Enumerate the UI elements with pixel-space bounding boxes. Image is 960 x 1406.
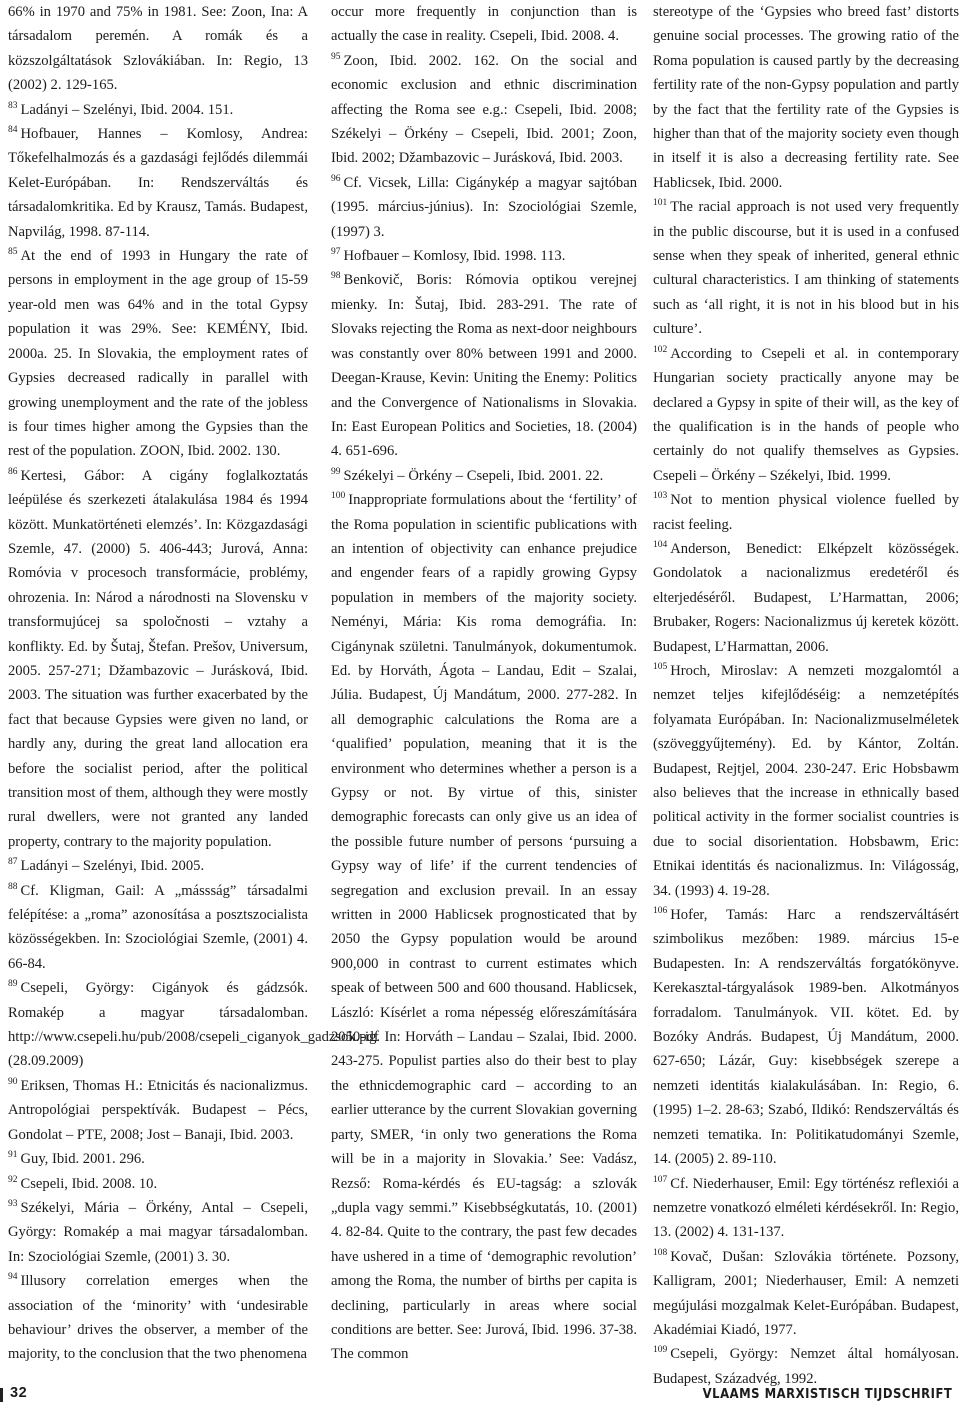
footnote-text: Ladányi – Szelényi, Ibid. 2005. [20, 858, 205, 875]
footnote-number: 89 [8, 979, 18, 990]
footnote [8, 879, 308, 977]
footnote-number: 103 [653, 491, 668, 502]
footnote-text: Cf. Kligman, Gail: A „mássság” társadalmi felépítése: a „roma” azonosítása a posztszocialista közösségekben. In: Szociológiai Szemle, (2001) 4. 66-84. [8, 882, 308, 972]
footnote-text: Illusory correlation emerges when the association of the ‘minority’ with ‘undesirable behaviour’ drives the observer, a member of the majority, to the conclusion that the two phenomena [8, 1273, 308, 1363]
footnote-number: 94 [8, 1272, 18, 1283]
footnote [8, 976, 379, 1074]
footnote [331, 244, 637, 268]
footnote-number: 90 [8, 1076, 18, 1087]
footnote-text: occur more frequently in conjunction than is actually the case in reality. Csepeli, Ibid. 2008. 4. [331, 4, 637, 45]
footnote [653, 903, 959, 1171]
journal-title: VLAAMS MARXISTISCH TIJDSCHRIFT [702, 1386, 952, 1402]
footnote-text: stereotype of the ‘Gypsies who breed fast’ distorts genuine social processes. The growing ratio of the Roma population is caused partly by the decreasing fertility rate of the non-Gypsy population and partly by the fact that the fertility rate of the Gypsies is higher than that of the majority society even though in itself it is also a decreasing fertility rate. See Hablicsek, Ibid. 2000. [653, 4, 959, 191]
footnote-number: 98 [331, 271, 341, 282]
footnote [653, 1245, 959, 1343]
footnote-number: 100 [331, 491, 346, 502]
footnote-text: Ladányi – Szelényi, Ibid. 2004. 151. [20, 101, 234, 118]
footnote [653, 1172, 959, 1245]
footnote-number: 91 [8, 1150, 18, 1161]
footnote [653, 1342, 959, 1391]
footnote-number: 102 [653, 344, 668, 355]
footnote [331, 171, 637, 244]
footnote-number: 85 [8, 247, 18, 258]
footnote-text: Kovač, Dušan: Szlovákia története. Pozsony, Kalligram, 2001; Niederhauser, Emil: A nemzeti megújulási mozgalmak Kelet-Európában. Budapest, Akadémiai Kiadó, 1977. [653, 1248, 959, 1338]
footnote [8, 1196, 308, 1269]
footnote-text: Hroch, Miroslav: A nemzeti mozgalomtól a nemzet teljes kifejlődéséig: a nemzetépítés folyamata Európában. In: Nacionalizmuselméletek (szöveggyűjtemény). Ed. by Kántor, Zoltán. Budapest, Rejtjel, 2004. 230-247. Eric Hobsbawm also believes that the increase in ethnically based political activity in the former socialist countries is due to social disorientation. Hobsbawm, Eric: Etnikai identitás és nacionalizmus. In: Világosság, 34. (1993) 4. 19-28. [653, 662, 959, 899]
footnote-text: The racial approach is not used very frequently in the public discourse, but it is used in a confused sense when they speak of inherited, general ethnic cultural characteristics. I am thinking of statements such as ‘all right, it is not in his blood but in his culture’. [653, 199, 959, 338]
footnote-text: Cf. Niederhauser, Emil: Egy történész reflexiói a nemzetre vonatkozó elméleti kérdésekről. In: Regio, 13. (2002) 4. 131-137. [653, 1175, 959, 1241]
footnote-text: Székelyi – Örkény – Csepeli, Ibid. 2001. 22. [343, 467, 604, 484]
footnote-text: Hofbauer, Hannes – Komlosy, Andrea: Tőkefelhalmozás és a gazdasági fejlődés dilemmái Kelet-Európában. In: Rendszerváltás és társadalomkritika. Ed by Krausz, Tamás. Budapest, Napvilág, 1998. 87-114. [8, 126, 308, 240]
footnote [8, 244, 308, 464]
footnote [653, 488, 959, 537]
footnote-text: 66% in 1970 and 75% in 1981. See: Zoon, Ina: A társadalom peremén. A romák és a közszolgáltatások Szlovákiában. In: Regio, 13 (2002) 2. 129-165. [8, 4, 308, 94]
footnote [8, 1172, 308, 1196]
footnote-number: 108 [653, 1247, 668, 1258]
footnote-number: 105 [653, 661, 668, 672]
footnote [331, 49, 637, 171]
footnote-text: Székelyi, Mária – Örkény, Antal – Csepeli, György: Romakép a mai magyar társadalomban. In: Szociológiai Szemle, (2001) 3. 30. [8, 1199, 308, 1265]
footnote-text: Csepeli, György: Cigányok és gádzsók. Romakép a magyar társadalomban. http://www.csepeli.hu/pub/2008/csepeli_ciganyok_gadzsok.pdf (28.09.2009) [8, 980, 379, 1070]
footnote-number: 88 [8, 881, 18, 892]
footnote [8, 122, 308, 244]
footnote [8, 854, 308, 878]
footnote-text: According to Csepeli et al. in contemporary Hungarian society practically anyone may be declared a Gypsy in spite of their will, as the key of the qualification is in the hands of people who certainly do not qualify themselves as Gypsies. Csepeli – Örkény – Székelyi, Ibid. 1999. [653, 345, 959, 484]
footnote-number: 84 [8, 125, 18, 136]
footnote-text: Zoon, Ibid. 2002. 162. On the social and economic exclusion and ethnic discrimination affecting the Roma see e.g.: Csepeli, Ibid. 2008; Székelyi – Örkény – Csepeli, Ibid. 2001; Zoon, Ibid. 2002; Džambazovic – Jurásková, Ibid. 2003. [331, 52, 637, 167]
footnote [8, 464, 308, 855]
footnote-number: 107 [653, 1174, 668, 1185]
footnote [653, 342, 959, 488]
footnote-text: Inappropriate formulations about the ‘fertility’ of the Roma population in scientific publications with an intention of objectivity can enhance prejudice and engender fears of a rapidly growing Gypsy population in members of the majority society. Neményi, Mária: Kis roma demográfia. In: Cigánynak születni. Tanulmányok, dokumentumok. Ed. by Horváth, Ágota – Landau, Edit – Szalai, Júlia. Budapest, Új Mandátum, 2000. 277-282. In all demographic calculations the Roma are a ‘qualified’ population, meaning that it is the environment who determines whether a person is a Gypsy or not. By virtue of this, sinister demographic forecasts can only give us an idea of the possible future number of persons ‘pursuing a Gypsy way of life’ if the current tendencies of segregation and exclusion prevail. In an essay written in 2000 Hablicsek prognosticated that by 2050 the Gypsy population would be around 900,000 in contrast to current estimates which speak of between 500 and 600 thousand. Hablicsek, László: Kísérlet a roma népesség előreszámítására 2050-ig. In: Horváth – Landau – Szalai, Ibid. 2000. 243-275. Populist parties also do their best to play the ethnicdemographic card – according to an earlier utterance by the current Slovakian governing party, SMER, ‘in only two generations the Roma will be in a majority in Slovakia.’ See: Vadász, Rezső: Roma-kérdés és EU-tagság: a szlovák „dupla vagy semmi.” Kisebbségkutatás, 10. (2001) 4. 82-84. Quite to the contrary, the past few decades have ushered in a time of ‘demographic revolution’ among the Roma, the number of births per capita is declining, particularly in areas where social conditions are better. See: Jurová, Ibid. 1996. 37-38. The common [331, 492, 637, 1363]
footnote-number: 101 [653, 198, 668, 209]
footnote-text: Hofer, Tamás: Harc a rendszerváltásért szimbolikus mezőben: 1989. március 15-e Budapesten. In: A rendszerváltás forgatókönyve. Kerekasztal-tárgyalások 1989-ben. Alkotmányos forradalom. Tanulmányok. VII. kötet. Ed. by Bozóky András. Budapest, Új Mandátum, 2000. 627-650; Lázár, Guy: kisebbségek szerepe a nemzeti identitás kialakulásában. In: Regio, 6. (1995) 1–2. 28-63; Szabó, Ildikó: Rendszerváltás és nemzeti tematika. In: Politikatudományi Szemle, 14. (2005) 2. 89-110. [653, 907, 959, 1168]
page-number: 32 [10, 1385, 28, 1401]
footnote [8, 98, 308, 122]
footnote [331, 488, 637, 1367]
footnote-number: 95 [331, 51, 341, 62]
footnote [331, 464, 637, 488]
footnote-text: Anderson, Benedict: Elképzelt közösségek. Gondolatok a nacionalizmus eredetéről és elterjedéséről. Budapest, L’Harmattan, 2006; Brubaker, Rogers: Nacionalizmus új keretek között. Budapest, L’Harmattan, 2006. [653, 540, 959, 655]
footnote-number: 86 [8, 466, 18, 477]
footnote-number: 106 [653, 906, 668, 917]
footnote-number: 99 [331, 466, 341, 477]
footnote-text: Kertesi, Gábor: A cigány foglalkoztatás leépülése és szerkezeti átalakulása 1984 és 1994 között. Munkatörténeti elemzés’. In: Közgazdasági Szemle, 47. (2000) 5. 406-443; Jurová, Anna: Romóvia v procesoch transformácie, problémy, ohrozenia. In: Národ a národnosti na Slovensku v transformujúcej sa spoločnosti – vztahy a konflikty. Ed. by Šutaj, Štefan. Prešov, Universum, 2005. 257-271; Džambazovic – Jurásková, Ibid. 2003. The situation was further exacerbated by the fact that because Gypsies were given no land, or hardly any, during the great land allocation era before the socialist period, after the political transition most of them, although they were mostly rural dwellers, were not granted any landed property, contrary to the majority population. [8, 467, 308, 850]
footnote [653, 659, 959, 903]
footnote-text: Hofbauer – Komlosy, Ibid. 1998. 113. [343, 248, 566, 265]
footnote-number: 104 [653, 539, 668, 550]
footnote-number: 109 [653, 1345, 668, 1356]
footnote-number: 96 [331, 173, 341, 184]
footnote [653, 537, 959, 659]
footnote-text: Not to mention physical violence fuelled by racist feeling. [653, 492, 959, 533]
footnote-number: 93 [8, 1198, 18, 1209]
footnote-number: 87 [8, 857, 18, 868]
footnote [653, 195, 959, 341]
footer-rule [0, 1388, 3, 1402]
continued-paragraph [8, 0, 308, 98]
footnote [331, 268, 637, 463]
footnote [8, 1147, 308, 1171]
footnote-number: 97 [331, 247, 341, 258]
footnote [8, 1269, 308, 1367]
footnote-number: 92 [8, 1174, 18, 1185]
text-column-right [653, 0, 959, 1391]
footnote-text: Benkovič, Boris: Rómovia optikou verejnej mienky. In: Šutaj, Ibid. 283-291. The rate of Slovaks rejecting the Roma as next-door neighbours was constantly over 80% between 1991 and 2000. Deegan-Krause, Kevin: Uniting the Enemy: Politics and the Convergence of Nationalisms in Slovakia. In: East European Politics and Societies, 18. (2004) 4. 651-696. [331, 272, 637, 460]
page-footer [0, 1385, 960, 1406]
footnote-number: 83 [8, 100, 18, 111]
continued-paragraph [653, 0, 959, 195]
footnote-text: Eriksen, Thomas H.: Etnicitás és nacionalizmus. Antropológiai perspektívák. Budapest – Pécs, Gondolat – PTE, 2008; Jost – Banaji, Ibid. 2003. [8, 1077, 308, 1143]
text-column-middle [331, 0, 637, 1367]
continued-paragraph [331, 0, 637, 49]
footnote-text: Csepeli, Ibid. 2008. 10. [20, 1175, 158, 1192]
footnote-text: Guy, Ibid. 2001. 296. [20, 1151, 145, 1168]
footnote-text: Csepeli, György: Nemzet által homályosan. Budapest, Századvég, 1992. [653, 1346, 959, 1387]
footnote-text: At the end of 1993 in Hungary the rate of persons in employment in the age group of 15-59 year-old men was 64% and in the total Gypsy population it was 29%. See: KEMÉNY, Ibid. 2000a. 25. In Slovakia, the employment rates of Gypsies decreased radically in parallel with growing unemployment and the rate of the jobless is four times higher among the Gypsies than the rest of the population. ZOON, Ibid. 2002. 130. [8, 248, 308, 460]
footnote [8, 1074, 308, 1147]
footnote-text: Cf. Vicsek, Lilla: Cigánykép a magyar sajtóban (1995. március-június). In: Szociológiai Szemle, (1997) 3. [331, 174, 637, 240]
